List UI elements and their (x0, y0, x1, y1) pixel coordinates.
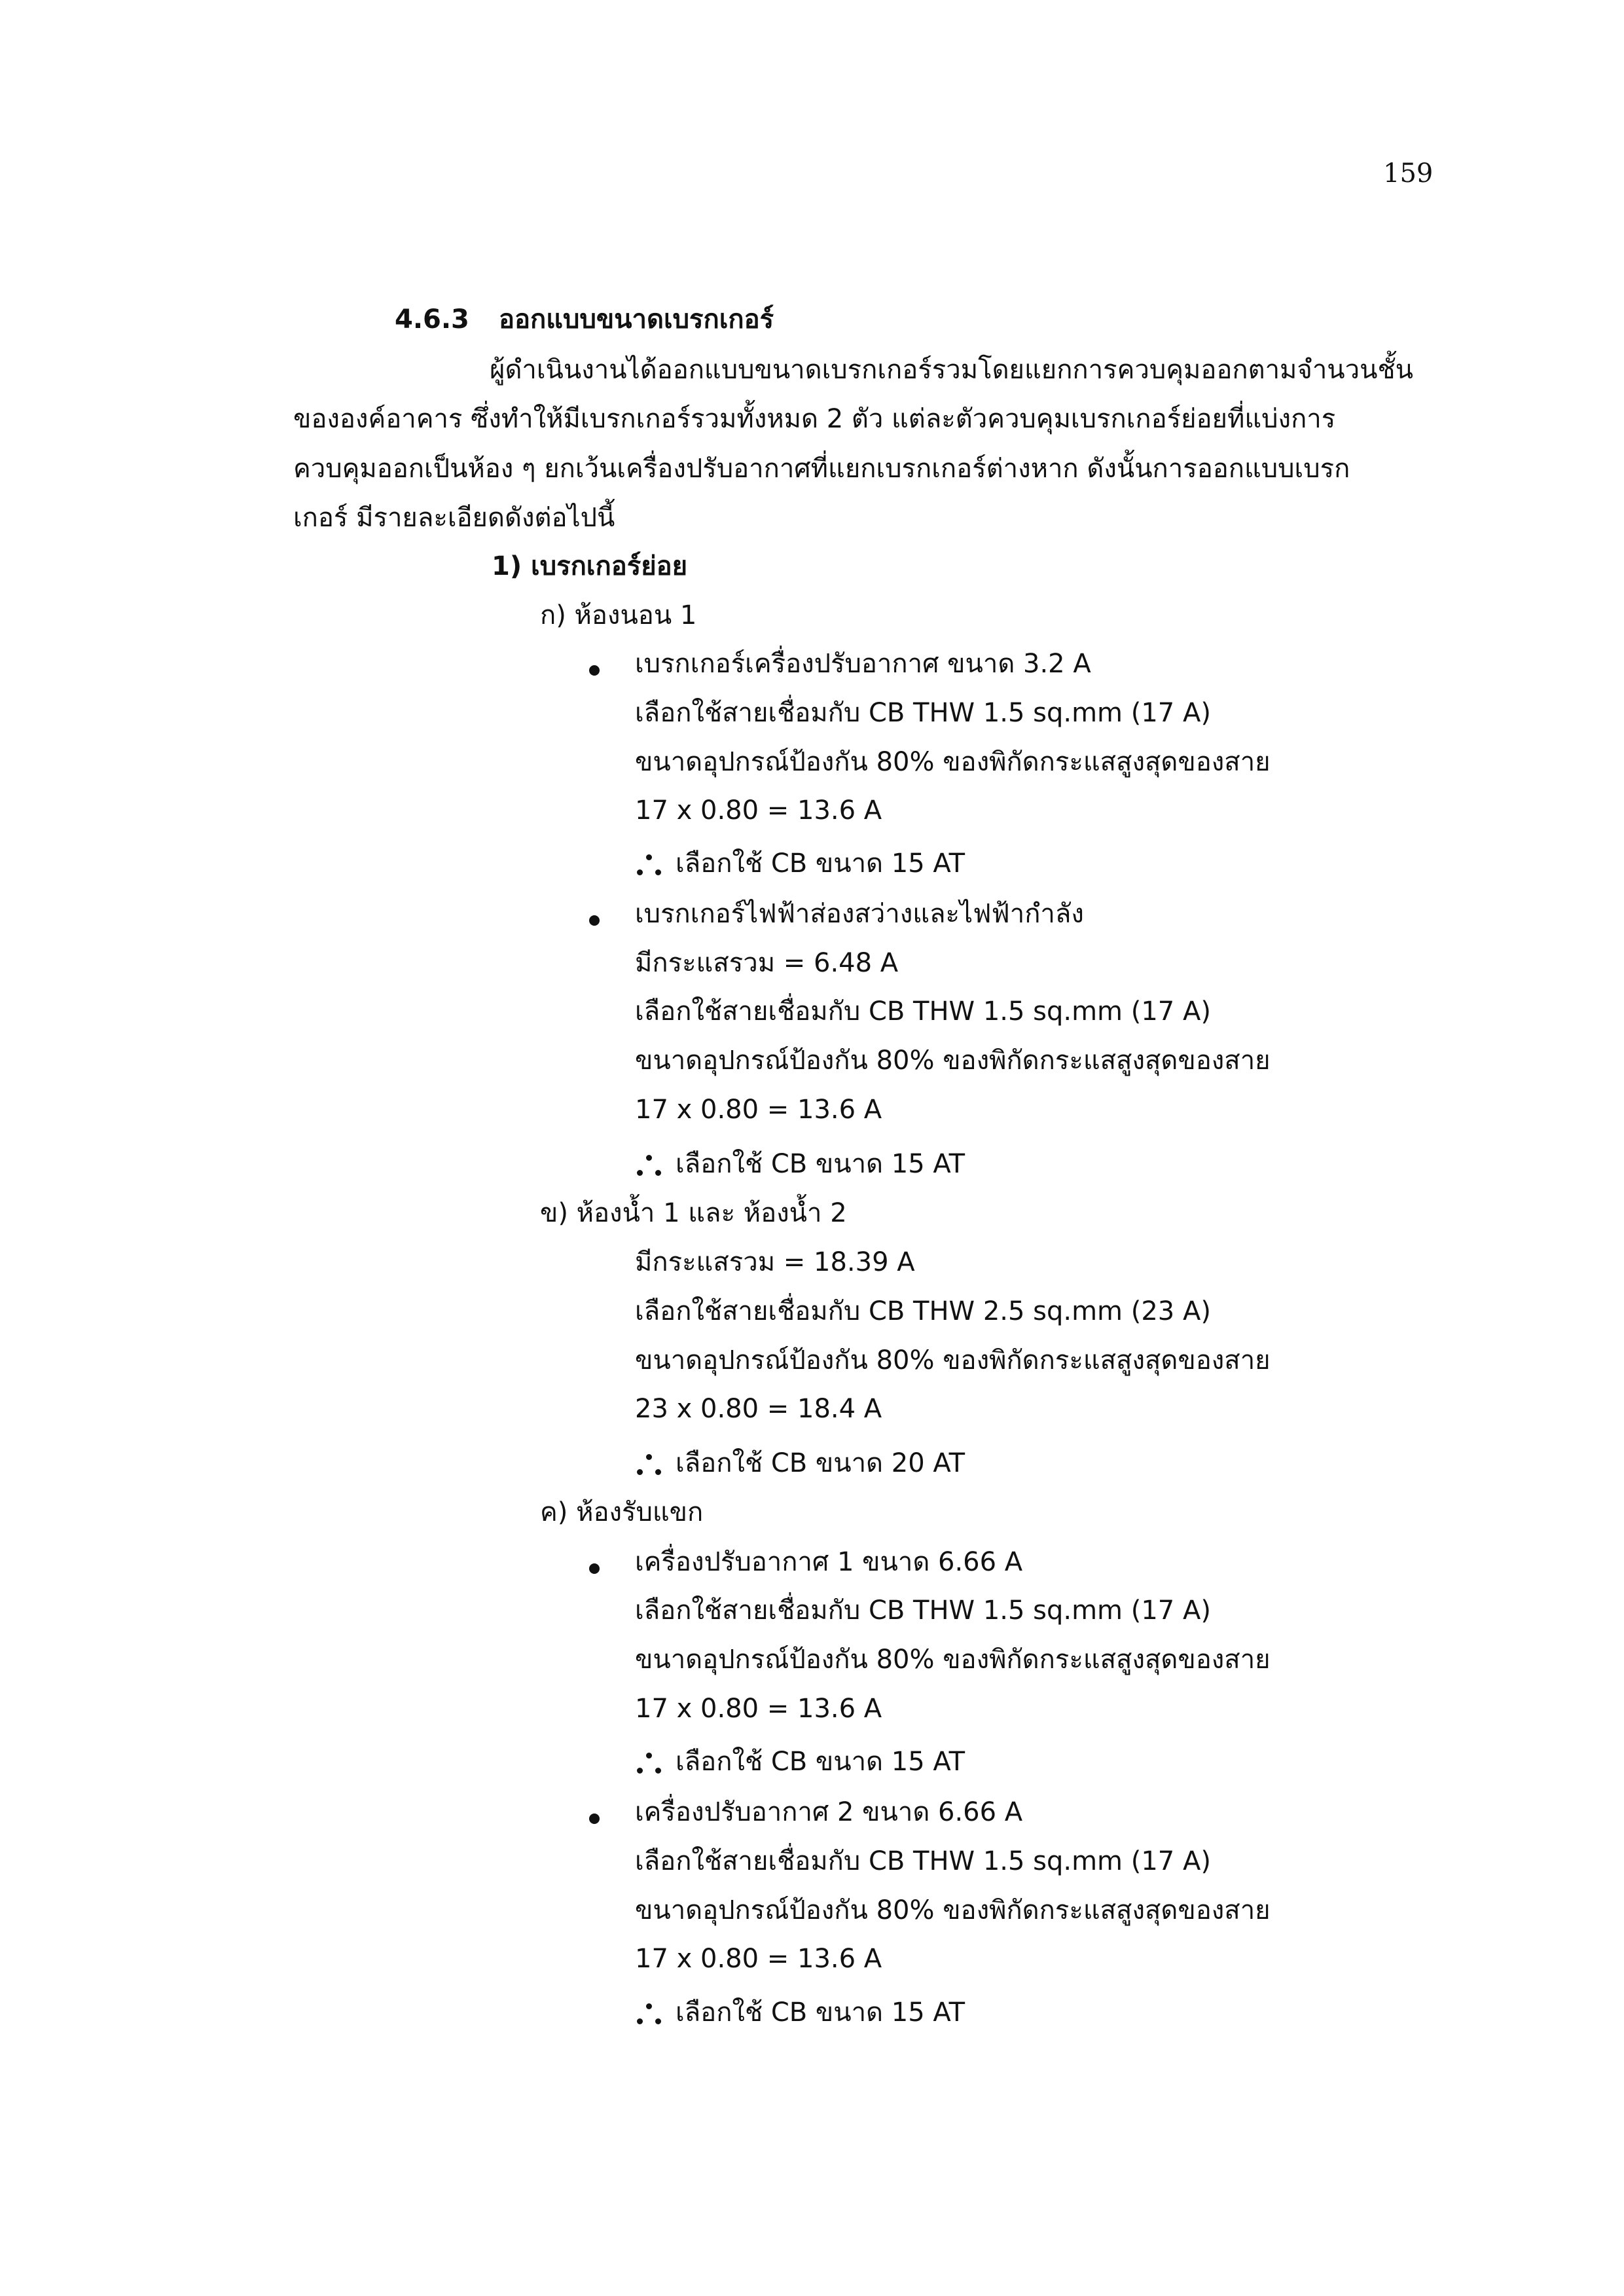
section-number: 4.6.3 (395, 304, 469, 335)
item-line: 17 x 0.80 = 13.6 A (635, 1694, 882, 1724)
item-line: เลือกใช้สายเชื่อมกับ CB THW 2.5 sq.mm (23 A) (635, 1296, 1211, 1326)
room-label: ค) ห้องรับแขก (540, 1497, 704, 1527)
item-result-text: เลือกใช้ CB ขนาด 15 AT (676, 848, 965, 879)
item-result (635, 1146, 965, 1182)
section-title: ออกแบบขนาดเบรกเกอร์ (499, 304, 774, 335)
item-line: 17 x 0.80 = 13.6 A (635, 795, 882, 826)
item-line: ขนาดอุปกรณ์ป้องกัน 80% ของพิกัดกระแสสูงสุดของสาย (635, 1645, 1271, 1675)
room-label: ก) ห้องนอน 1 (540, 600, 697, 630)
bullet-icon (589, 1563, 600, 1574)
item-title: เบรกเกอร์เครื่องปรับอากาศ ขนาด 3.2 A (635, 649, 1091, 679)
item-title: เบรกเกอร์ไฟฟ้าส่องสว่างและไฟฟ้ากำลัง (635, 899, 1084, 929)
item-line: ขนาดอุปกรณ์ป้องกัน 80% ของพิกัดกระแสสูงสุดของสาย (635, 1895, 1271, 1925)
item-line: ขนาดอุปกรณ์ป้องกัน 80% ของพิกัดกระแสสูงสุดของสาย (635, 1046, 1271, 1076)
page-number: 159 (1383, 158, 1434, 189)
therefore-icon (635, 1451, 664, 1478)
item-result-text: เลือกใช้ CB ขนาด 15 AT (676, 1149, 965, 1179)
room-label: ข) ห้องน้ำ 1 และ ห้องน้ำ 2 (540, 1198, 847, 1228)
therefore-icon (635, 1750, 664, 1776)
item-line: มีกระแสรวม = 6.48 A (635, 948, 899, 978)
item-line: ขนาดอุปกรณ์ป้องกัน 80% ของพิกัดกระแสสูงสุดของสาย (635, 1345, 1271, 1376)
item-result-text: เลือกใช้ CB ขนาด 20 AT (676, 1448, 965, 1478)
item-line: 23 x 0.80 = 18.4 A (635, 1394, 882, 1424)
item-line: เลือกใช้สายเชื่อมกับ CB THW 1.5 sq.mm (17 A) (635, 1846, 1211, 1876)
item-result-text: เลือกใช้ CB ขนาด 15 AT (676, 1747, 965, 1777)
intro-line: ควบคุมออกเป็นห้อง ๆ ยกเว้นเครื่องปรับอากาศที่แยกเบรกเกอร์ต่างหาก ดังนั้นการออกแบบเบรก (293, 454, 1350, 484)
intro-line: เกอร์ มีรายละเอียดดังต่อไปนี้ (293, 503, 615, 533)
bullet-icon (589, 1813, 600, 1824)
therefore-icon (635, 852, 664, 878)
item-result-text: เลือกใช้ CB ขนาด 15 AT (676, 1997, 965, 2028)
item-result (635, 846, 965, 881)
intro-line: ขององค์อาคาร ซึ่งทำให้มีเบรกเกอร์รวมทั้งหมด 2 ตัว แต่ละตัวควบคุมเบรกเกอร์ย่อยที่แบ่งการ (293, 404, 1336, 434)
item-line: 17 x 0.80 = 13.6 A (635, 1944, 882, 1974)
item-title: เครื่องปรับอากาศ 2 ขนาด 6.66 A (635, 1797, 1023, 1827)
subsection-title: 1) เบรกเกอร์ย่อย (492, 551, 688, 581)
item-line: ขนาดอุปกรณ์ป้องกัน 80% ของพิกัดกระแสสูงสุดของสาย (635, 747, 1271, 777)
therefore-icon (635, 1152, 664, 1178)
bullet-icon (589, 915, 600, 926)
item-line: เลือกใช้สายเชื่อมกับ CB THW 1.5 sq.mm (17 A) (635, 996, 1211, 1027)
item-line: เลือกใช้สายเชื่อมกับ CB THW 1.5 sq.mm (17 A) (635, 1595, 1211, 1626)
item-result (635, 1446, 965, 1481)
therefore-icon (635, 2001, 664, 2027)
item-result (635, 1995, 965, 2030)
intro-line: ผู้ดำเนินงานได้ออกแบบขนาดเบรกเกอร์รวมโดยแยกการควบคุมออกตามจำนวนชั้น (490, 355, 1413, 385)
item-title: เครื่องปรับอากาศ 1 ขนาด 6.66 A (635, 1547, 1023, 1577)
item-result (635, 1744, 965, 1779)
bullet-icon (589, 665, 600, 676)
item-line: 17 x 0.80 = 13.6 A (635, 1095, 882, 1125)
item-line: เลือกใช้สายเชื่อมกับ CB THW 1.5 sq.mm (17 A) (635, 698, 1211, 728)
item-line: มีกระแสรวม = 18.39 A (635, 1247, 915, 1277)
